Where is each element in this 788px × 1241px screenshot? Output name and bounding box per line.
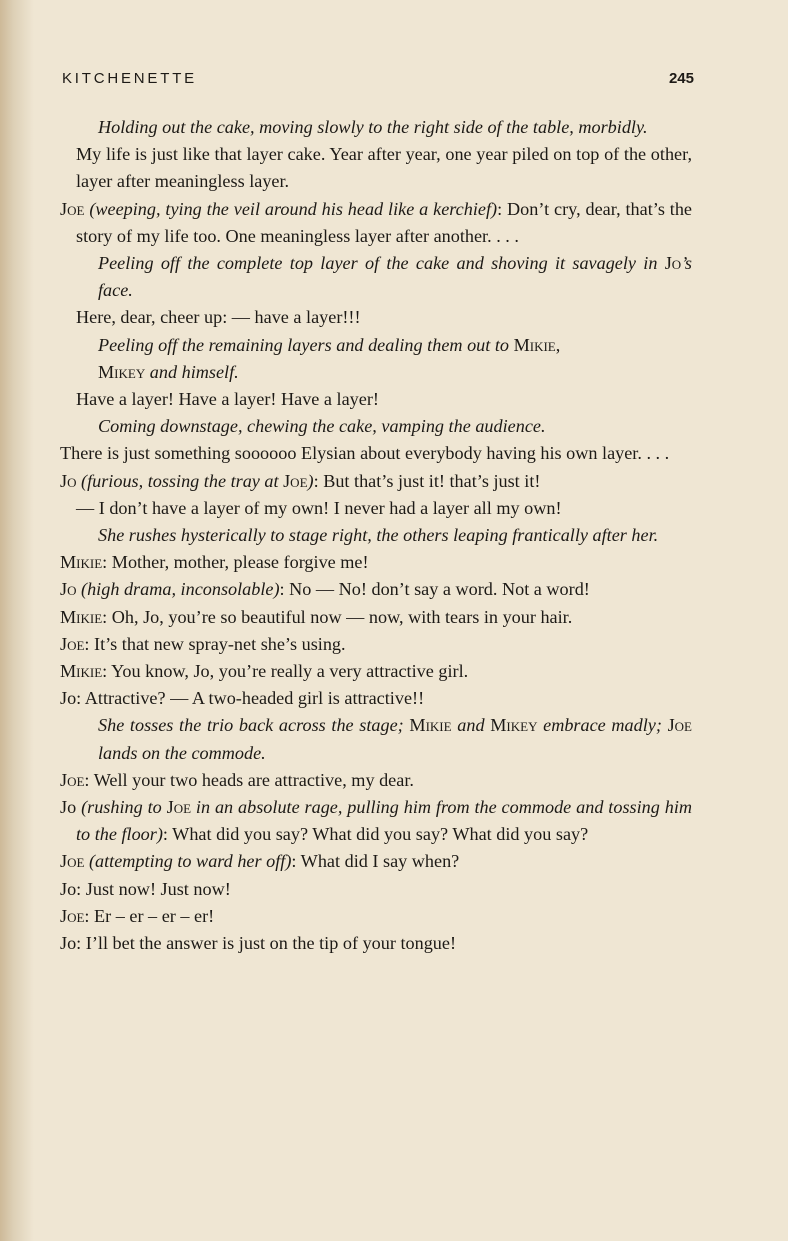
dialogue-text: : No — No! don’t say a word. Not a word! <box>279 579 590 600</box>
running-head <box>62 70 694 96</box>
speaker-name: Mikie <box>60 606 103 627</box>
stage-direction <box>60 114 692 141</box>
stage-direction <box>60 712 692 766</box>
dialogue-text: : Mother, mother, please forgive me! <box>102 552 369 573</box>
parenthetical-direction: (high drama, inconsolable) <box>81 579 280 600</box>
stage-text: Peeling off the remaining layers and dealing them out to <box>98 334 514 355</box>
stage-text: She tosses the trio back across the stage; <box>98 715 410 736</box>
speaker-name: Mikie <box>60 552 103 573</box>
dialogue-text: : Attractive? — A two-headed girl is attractive!! <box>76 688 425 709</box>
speaker-name: Joe <box>60 633 85 654</box>
stage-text: Holding out the cake, moving slowly to the right side of the table, morbidly. <box>98 117 648 137</box>
character-name: Mikie, <box>513 334 561 355</box>
dialogue-continuation <box>60 141 692 195</box>
stage-text: and himself. <box>145 361 239 382</box>
speaker-name: Mikie <box>60 661 103 682</box>
parenthetical-text: (rushing to <box>81 797 167 818</box>
dialogue-text: : You know, Jo, you’re really a very attractive girl. <box>102 661 469 682</box>
dialogue-line <box>60 576 692 603</box>
dialogue-line <box>60 876 692 903</box>
dialogue-line <box>60 903 692 930</box>
stage-text: embrace madly; <box>537 715 668 736</box>
character-name: Joe <box>667 715 693 736</box>
speaker-name: Jo <box>60 878 77 899</box>
dialogue-line <box>60 631 692 658</box>
dialogue-text: Here, dear, cheer up: — have a layer!!! <box>76 307 361 328</box>
speaker-name: Joe <box>60 198 85 219</box>
dialogue-text: : Oh, Jo, you’re so beautiful now — now, with tears in your hair. <box>102 606 573 627</box>
parenthetical-text: (furious, tossing the tray at <box>81 470 284 491</box>
stage-text: and <box>451 715 491 736</box>
dialogue-line <box>60 196 692 250</box>
character-name: Mikey <box>98 361 146 382</box>
speaker-name: Jo <box>60 470 77 491</box>
speaker-name: Joe <box>60 769 85 790</box>
stage-text: Peeling off the complete top layer of the cake and shoving it savagely in <box>98 253 665 274</box>
script-text <box>60 114 692 957</box>
running-title: KITCHENETTE <box>62 70 197 87</box>
dialogue-text: Have a layer! Have a layer! Have a layer! <box>76 389 379 410</box>
character-name: Joe <box>166 797 192 818</box>
dialogue-continuation <box>60 304 692 331</box>
speaker-name: Jo <box>60 688 77 709</box>
stage-direction <box>60 332 692 386</box>
stage-direction <box>60 413 692 440</box>
dialogue-continuation <box>60 495 692 522</box>
stage-text: She rushes hysterically to stage right, the others leaping frantically after her. <box>98 525 659 546</box>
parenthetical-direction: (attempting to ward her off) <box>88 851 292 872</box>
dialogue-line <box>60 848 692 875</box>
parenthetical-text: ) <box>307 470 314 491</box>
page-number: 245 <box>668 70 694 87</box>
speaker-name: Jo <box>60 933 77 954</box>
speaker-name: Jo <box>60 579 77 600</box>
dialogue-line <box>60 767 692 794</box>
dialogue-continuation <box>60 440 692 467</box>
stage-direction <box>60 250 692 304</box>
dialogue-line <box>60 604 692 631</box>
dialogue-line <box>60 685 692 712</box>
dialogue-text: : What did you say? What did you say? What did you say? <box>162 824 589 845</box>
dialogue-line <box>60 658 692 685</box>
parenthetical-direction <box>81 471 314 491</box>
stage-text: lands on the commode. <box>98 742 266 763</box>
dialogue-text: My life is just like that layer cake. Year after year, one year piled on top of the other, layer after meaningless layer. <box>76 144 692 192</box>
dialogue-text: : What did I say when? <box>291 851 460 872</box>
dialogue-text: : Er – er – er – er! <box>84 905 215 926</box>
dialogue-text: There is just something soooooo Elysian about everybody having his own layer. . . . <box>60 443 670 464</box>
dialogue-line <box>60 468 692 495</box>
stage-text: ’s face. <box>98 253 692 301</box>
character-name: Joe <box>283 470 308 491</box>
dialogue-continuation <box>60 386 692 413</box>
character-name: Mikey <box>490 715 538 736</box>
dialogue-line <box>60 930 692 957</box>
character-name: Jo <box>664 253 682 274</box>
stage-text: Coming downstage, chewing the cake, vamping the audience. <box>98 416 546 437</box>
dialogue-text: — I don’t have a layer of my own! I never had a layer all my own! <box>76 497 562 518</box>
dialogue-line <box>60 794 692 848</box>
speaker-name: Joe <box>60 905 85 926</box>
speaker-name: Jo <box>60 797 77 818</box>
parenthetical-direction: (weeping, tying the veil around his head like a kerchief) <box>89 198 498 219</box>
dialogue-line <box>60 549 692 576</box>
dialogue-text: : But that’s just it! that’s just it! <box>313 470 541 491</box>
parenthetical-text: in an absolute rage, pulling him from the commode and tossing him to the floor) <box>76 797 693 845</box>
dialogue-text: : I’ll bet the answer is just on the tip of your tongue! <box>76 933 457 954</box>
character-name: Mikie <box>409 715 452 736</box>
dialogue-text: : Well your two heads are attractive, my dear. <box>84 769 414 790</box>
dialogue-text: : Just now! Just now! <box>76 878 231 899</box>
speaker-name: Joe <box>60 851 85 872</box>
dialogue-text: : It’s that new spray-net she’s using. <box>84 633 346 654</box>
stage-direction <box>60 522 692 549</box>
dialogue-text: : Don’t cry, dear, that’s the story of my life too. One meaningless layer after another. . . . <box>76 198 693 246</box>
